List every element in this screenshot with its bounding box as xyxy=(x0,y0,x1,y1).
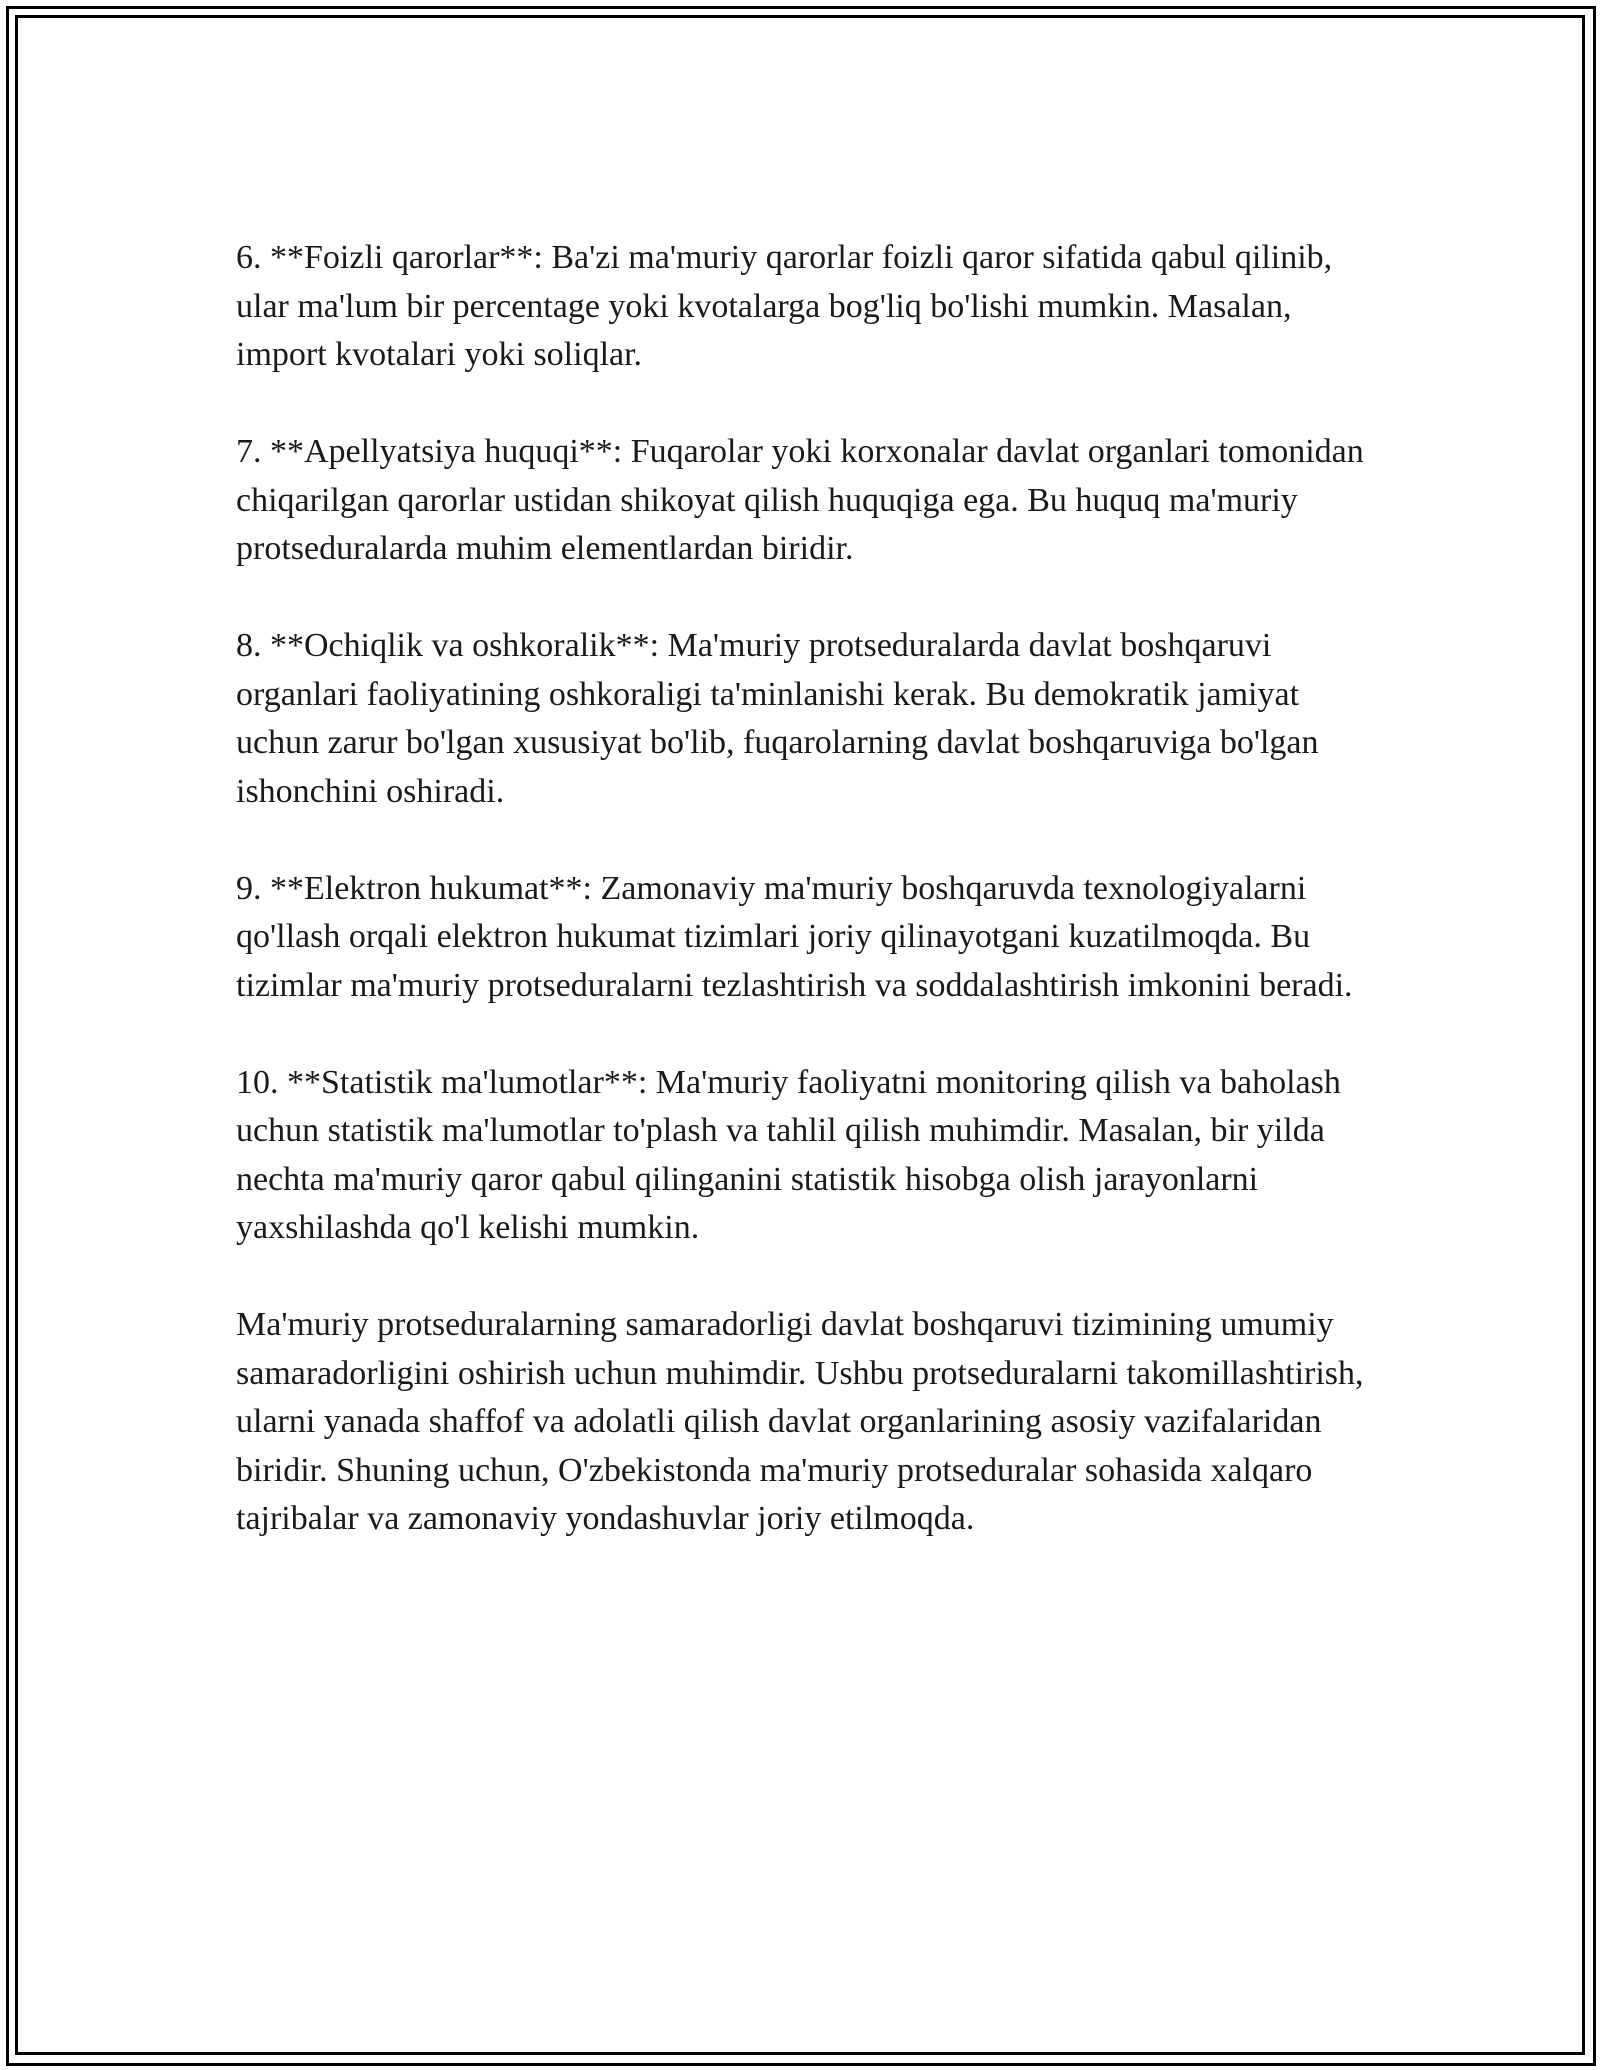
paragraph-foizli-qarorlar: 6. **Foizli qarorlar**: Ba'zi ma'muriy qarorlar foizli qaror sifatida qabul qilinib, ular ma'lum bir percentage yoki kvotalarga bog'liq bo'lishi mumkin. Masalan, import kvotalari yoki soliqlar. xyxy=(236,239,1333,373)
document-body xyxy=(236,234,1376,1544)
paragraph-ochiqlik-va-oshkoralik: 8. **Ochiqlik va oshkoralik**: Ma'muriy protseduralarda davlat boshqaruvi organlari faoliyatining oshkoraligi ta'minlanishi kerak. Bu demokratik jamiyat uchun zarur bo'lgan xususiyat bo'lib, fuqarolarning davlat boshqaruviga bo'lgan ishonchini oshiradi. xyxy=(236,627,1319,810)
paragraph-conclusion: Ma'muriy protseduralarning samaradorligi davlat boshqaruvi tizimining umumiy samaradorligini oshirish uchun muhimdir. Ushbu protseduralarni takomillashtirish, ularni yanada shaffof va adolatli qilish davlat organlarining asosiy vazifalaridan biridir. Shuning uchun, O'zbekistonda ma'muriy protseduralar sohasida xalqaro tajribalar va zamonaviy yondashuvlar joriy etilmoqda. xyxy=(236,1306,1364,1537)
paragraph-elektron-hukumat: 9. **Elektron hukumat**: Zamonaviy ma'muriy boshqaruvda texnologiyalarni qo'llash orqali elektron hukumat tizimlari joriy qilinayotgani kuzatilmoqda. Bu tizimlar ma'muriy protseduralarni tezlashtirish va soddalashtirish imkonini beradi. xyxy=(236,869,1353,1004)
paragraph-apellyatsiya-huquqi: 7. **Apellyatsiya huquqi**: Fuqarolar yoki korxonalar davlat organlari tomonidan chiqarilgan qarorlar ustidan shikoyat qilish huquqiga ega. Bu huquq ma'muriy protseduralarda muhim elementlardan biridir. xyxy=(236,433,1364,567)
paragraph-statistik-malumotlar: 10. **Statistik ma'lumotlar**: Ma'muriy faoliyatni monitoring qilish va baholash uchun statistik ma'lumotlar to'plash va tahlil qilish muhimdir. Masalan, bir yilda nechta ma'muriy qaror qabul qilinganini statistik hisobga olish jarayonlarni yaxshilashda qo'l kelishi mumkin. xyxy=(236,1063,1341,1246)
